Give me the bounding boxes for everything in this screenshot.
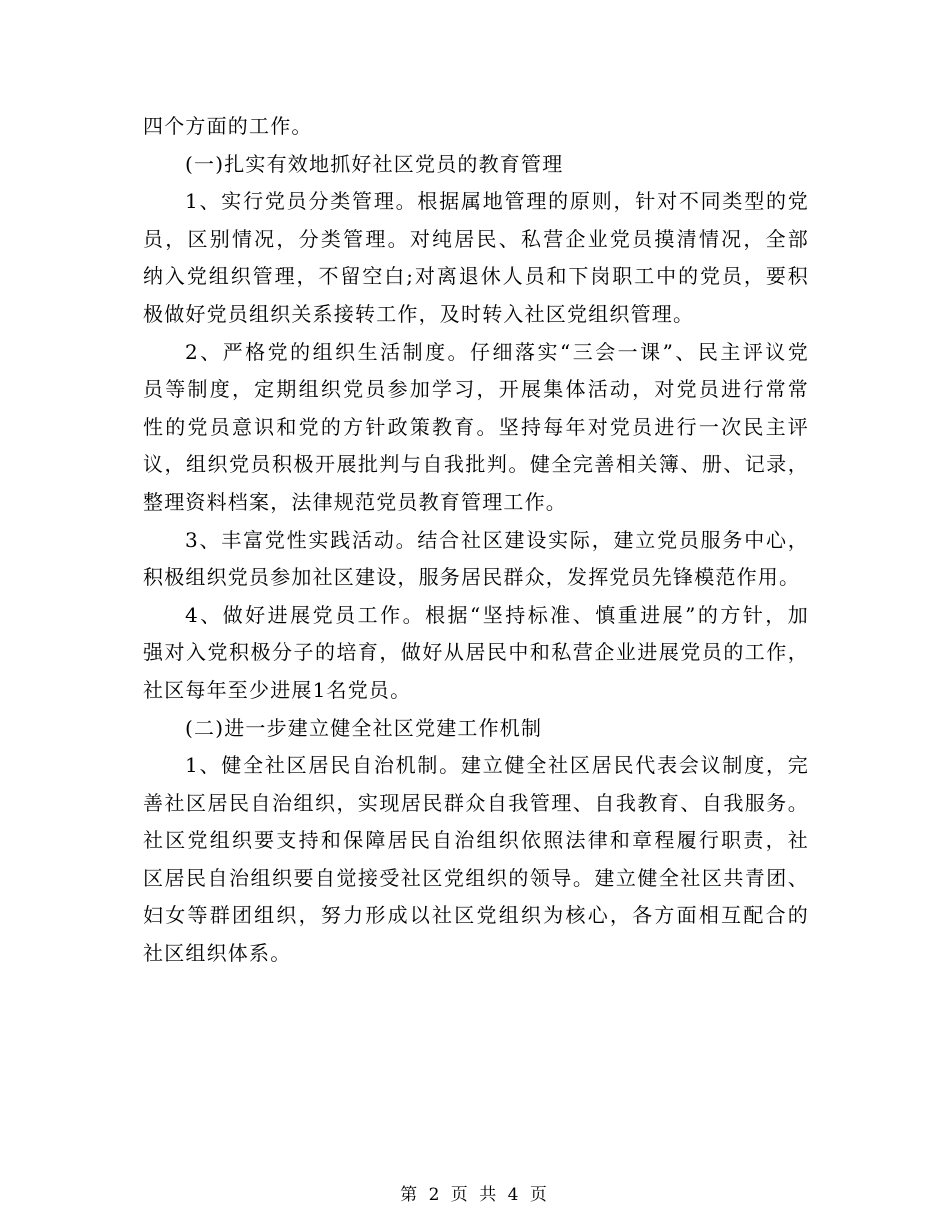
text-line: 性的党员意识和党的方针政策教育。坚持每年对党员进行一次民主评 xyxy=(143,414,809,439)
text-line: 四个方面的工作。 xyxy=(143,114,313,138)
text-line: 整理资料档案，法律规范党员教育管理工作。 xyxy=(143,489,567,514)
text-line: 员，区别情况，分类管理。对纯居民、私营企业党员摸清情况，全部 xyxy=(143,226,809,251)
text-line: 3、丰富党性实践活动。结合社区建设实际，建立党员服务中心， xyxy=(185,527,809,552)
text-line: 4、做好进展党员工作。根据“坚持标准、慎重进展”的方针，加 xyxy=(185,602,809,627)
text-line: 员等制度，定期组织党员参加学习，开展集体活动，对党员进行常常 xyxy=(143,377,809,402)
paragraph xyxy=(143,710,809,748)
paragraph xyxy=(143,522,809,597)
text-line: 2、严格党的组织生活制度。仔细落实“三会一课”、民主评议党 xyxy=(185,339,809,364)
text-line: 社区党组织要支持和保障居民自治组织依照法律和章程履行职责，社 xyxy=(143,828,809,853)
text-line: 极做好党员组织关系接转工作，及时转入社区党组织管理。 xyxy=(143,301,695,326)
text-line: 社区每年至少进展1名党员。 xyxy=(143,677,412,702)
text-line: 社区组织体系。 xyxy=(143,941,292,966)
text-line: 妇女等群团组织，努力形成以社区党组织为核心，各方面相互配合的 xyxy=(143,903,809,928)
paragraph xyxy=(143,747,809,973)
text-line: 议，组织党员积极开展批判与自我批判。健全完善相关簿、册、记录， xyxy=(143,452,809,477)
page-number-footer: 第 2 页 共 4 页 xyxy=(400,1185,550,1205)
text-line: (一)扎实有效地抓好社区党员的教育管理 xyxy=(185,151,564,176)
text-line: 积极组织党员参加社区建设，服务居民群众，发挥党员先锋模范作用。 xyxy=(143,565,801,590)
text-line: 1、实行党员分类管理。根据属地管理的原则，针对不同类型的党 xyxy=(185,189,809,214)
text-line: 纳入党组织管理，不留空白;对离退休人员和下岗职工中的党员，要积 xyxy=(143,264,809,289)
paragraph xyxy=(143,183,809,333)
text-line: (二)进一步建立健全社区党建工作机制 xyxy=(185,715,543,740)
text-line: 善社区居民自治组织，实现居民群众自我管理、自我教育、自我服务。 xyxy=(143,790,809,815)
text-line: 区居民自治组织要自觉接受社区党组织的领导。建立健全社区共青团、 xyxy=(143,865,809,890)
text-line: 强对入党积极分子的培育，做好从居民中和私营企业进展党员的工作， xyxy=(143,640,809,665)
document-body xyxy=(143,108,809,973)
paragraph xyxy=(143,108,809,146)
paragraph xyxy=(143,334,809,522)
paragraph xyxy=(143,146,809,184)
text-line: 1、健全社区居民自治机制。建立健全社区居民代表会议制度，完 xyxy=(185,753,809,778)
paragraph xyxy=(143,597,809,710)
